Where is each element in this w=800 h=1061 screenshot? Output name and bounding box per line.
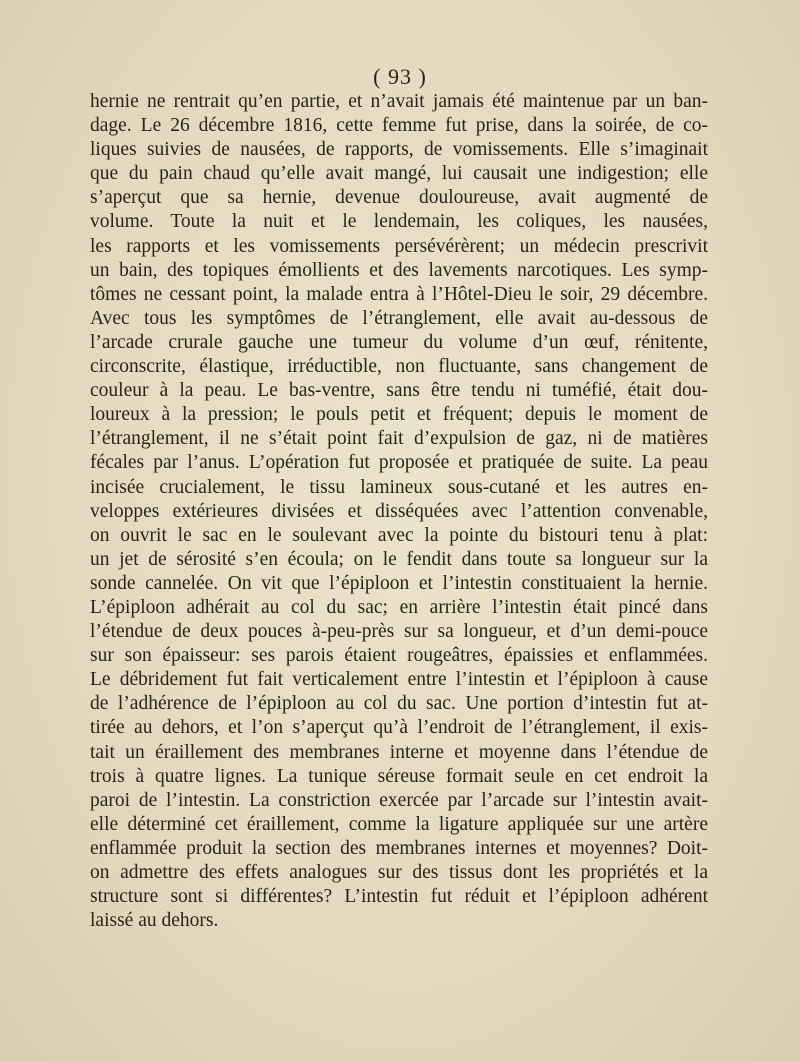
text-line: sur son épaisseur: ses parois étaient rougeâtres, épaissies et enflammées.	[90, 645, 708, 667]
text-line: on ouvrit le sac en le soulevant avec la pointe du bistouri tenu à plat:	[90, 524, 708, 546]
text-line: sonde cannelée. On vit que l’épiploon et l’intestin constituaient la hernie.	[90, 572, 708, 594]
text-line: loureux à la pression; le pouls petit et fréquent; depuis le moment de	[90, 404, 708, 426]
text-line: enflammée produit la section des membranes internes et moyennes? Doit-	[90, 837, 708, 859]
text-line-last: laissé au dehors.	[90, 910, 219, 932]
text-line: l’étendue de deux pouces à-peu-près sur sa longueur, et d’un demi-pouce	[90, 621, 708, 643]
text-line: L’épiploon adhérait au col du sac; en arrière l’intestin était pincé dans	[90, 596, 708, 618]
text-line: veloppes extérieures divisées et disséquées avec l’attention convenable,	[90, 500, 708, 522]
text-line: un jet de sérosité s’en écoula; on le fendit dans toute sa longueur sur la	[90, 548, 708, 570]
text-line: liques suivies de nausées, de rapports, de vomissements. Elle s’imaginait	[90, 139, 708, 161]
text-line: circonscrite, élastique, irréductible, non fluctuante, sans changement de	[90, 356, 708, 378]
text-line: les rapports et les vomissements persévérèrent; un médecin prescrivit	[90, 235, 708, 257]
text-line: fécales par l’anus. L’opération fut proposée et pratiquée de suite. La peau	[90, 452, 708, 474]
text-line: incisée crucialement, le tissu lamineux sous-cutané et les autres en-	[90, 476, 708, 498]
text-line: volume. Toute la nuit et le lendemain, les coliques, les nausées,	[90, 211, 708, 233]
text-line: l’arcade crurale gauche une tumeur du volume d’un œuf, rénitente,	[90, 331, 708, 353]
text-line: s’aperçut que sa hernie, devenue douloureuse, avait augmenté de	[90, 187, 708, 209]
text-line: paroi de l’intestin. La constriction exercée par l’arcade sur l’intestin avait-	[90, 789, 708, 811]
text-line: hernie ne rentrait qu’en partie, et n’avait jamais été maintenue par un ban-	[90, 91, 708, 112]
text-line: couleur à la peau. Le bas-ventre, sans être tendu ni tuméfié, était dou-	[90, 380, 708, 402]
text-line: un bain, des topiques émollients et des lavements narcotiques. Les symp-	[90, 259, 708, 281]
text-line: Avec tous les symptômes de l’étranglement, elle avait au-dessous de	[90, 307, 708, 329]
text-line: elle déterminé cet éraillement, comme la ligature appliquée sur une artère	[90, 813, 708, 835]
text-line: dage. Le 26 décembre 1816, cette femme fut prise, dans la soirée, de co-	[90, 115, 708, 137]
text-line: on admettre des effets analogues sur des tissus dont les propriétés et la	[90, 862, 708, 883]
page-number: ( 93 )	[373, 64, 427, 89]
text-line: de l’adhérence de l’épiploon au col du sac. Une portion d’intestin fut at-	[90, 693, 708, 715]
text-line: tirée au dehors, et l’on s’aperçut qu’à l’endroit de l’étranglement, il exis-	[90, 717, 708, 739]
text-line: tait un éraillement des membranes interne et moyenne dans l’étendue de	[90, 741, 708, 763]
text-line: que du pain chaud qu’elle avait mangé, lui causait une indigestion; elle	[90, 163, 708, 185]
text-line: tômes ne cessant point, la malade entra à l’Hôtel-Dieu le soir, 29 décembre.	[90, 283, 708, 305]
text-line: l’étranglement, il ne s’était point fait d’expulsion de gaz, ni de matières	[90, 428, 708, 450]
text-line: structure sont si différentes? L’intestin fut réduit et l’épiploon adhérent	[90, 886, 708, 908]
body-text	[90, 90, 708, 933]
text-line: trois à quatre lignes. La tunique séreuse formait seule en cet endroit la	[90, 765, 708, 787]
text-line: Le débridement fut fait verticalement entre l’intestin et l’épiploon à cause	[90, 669, 708, 691]
